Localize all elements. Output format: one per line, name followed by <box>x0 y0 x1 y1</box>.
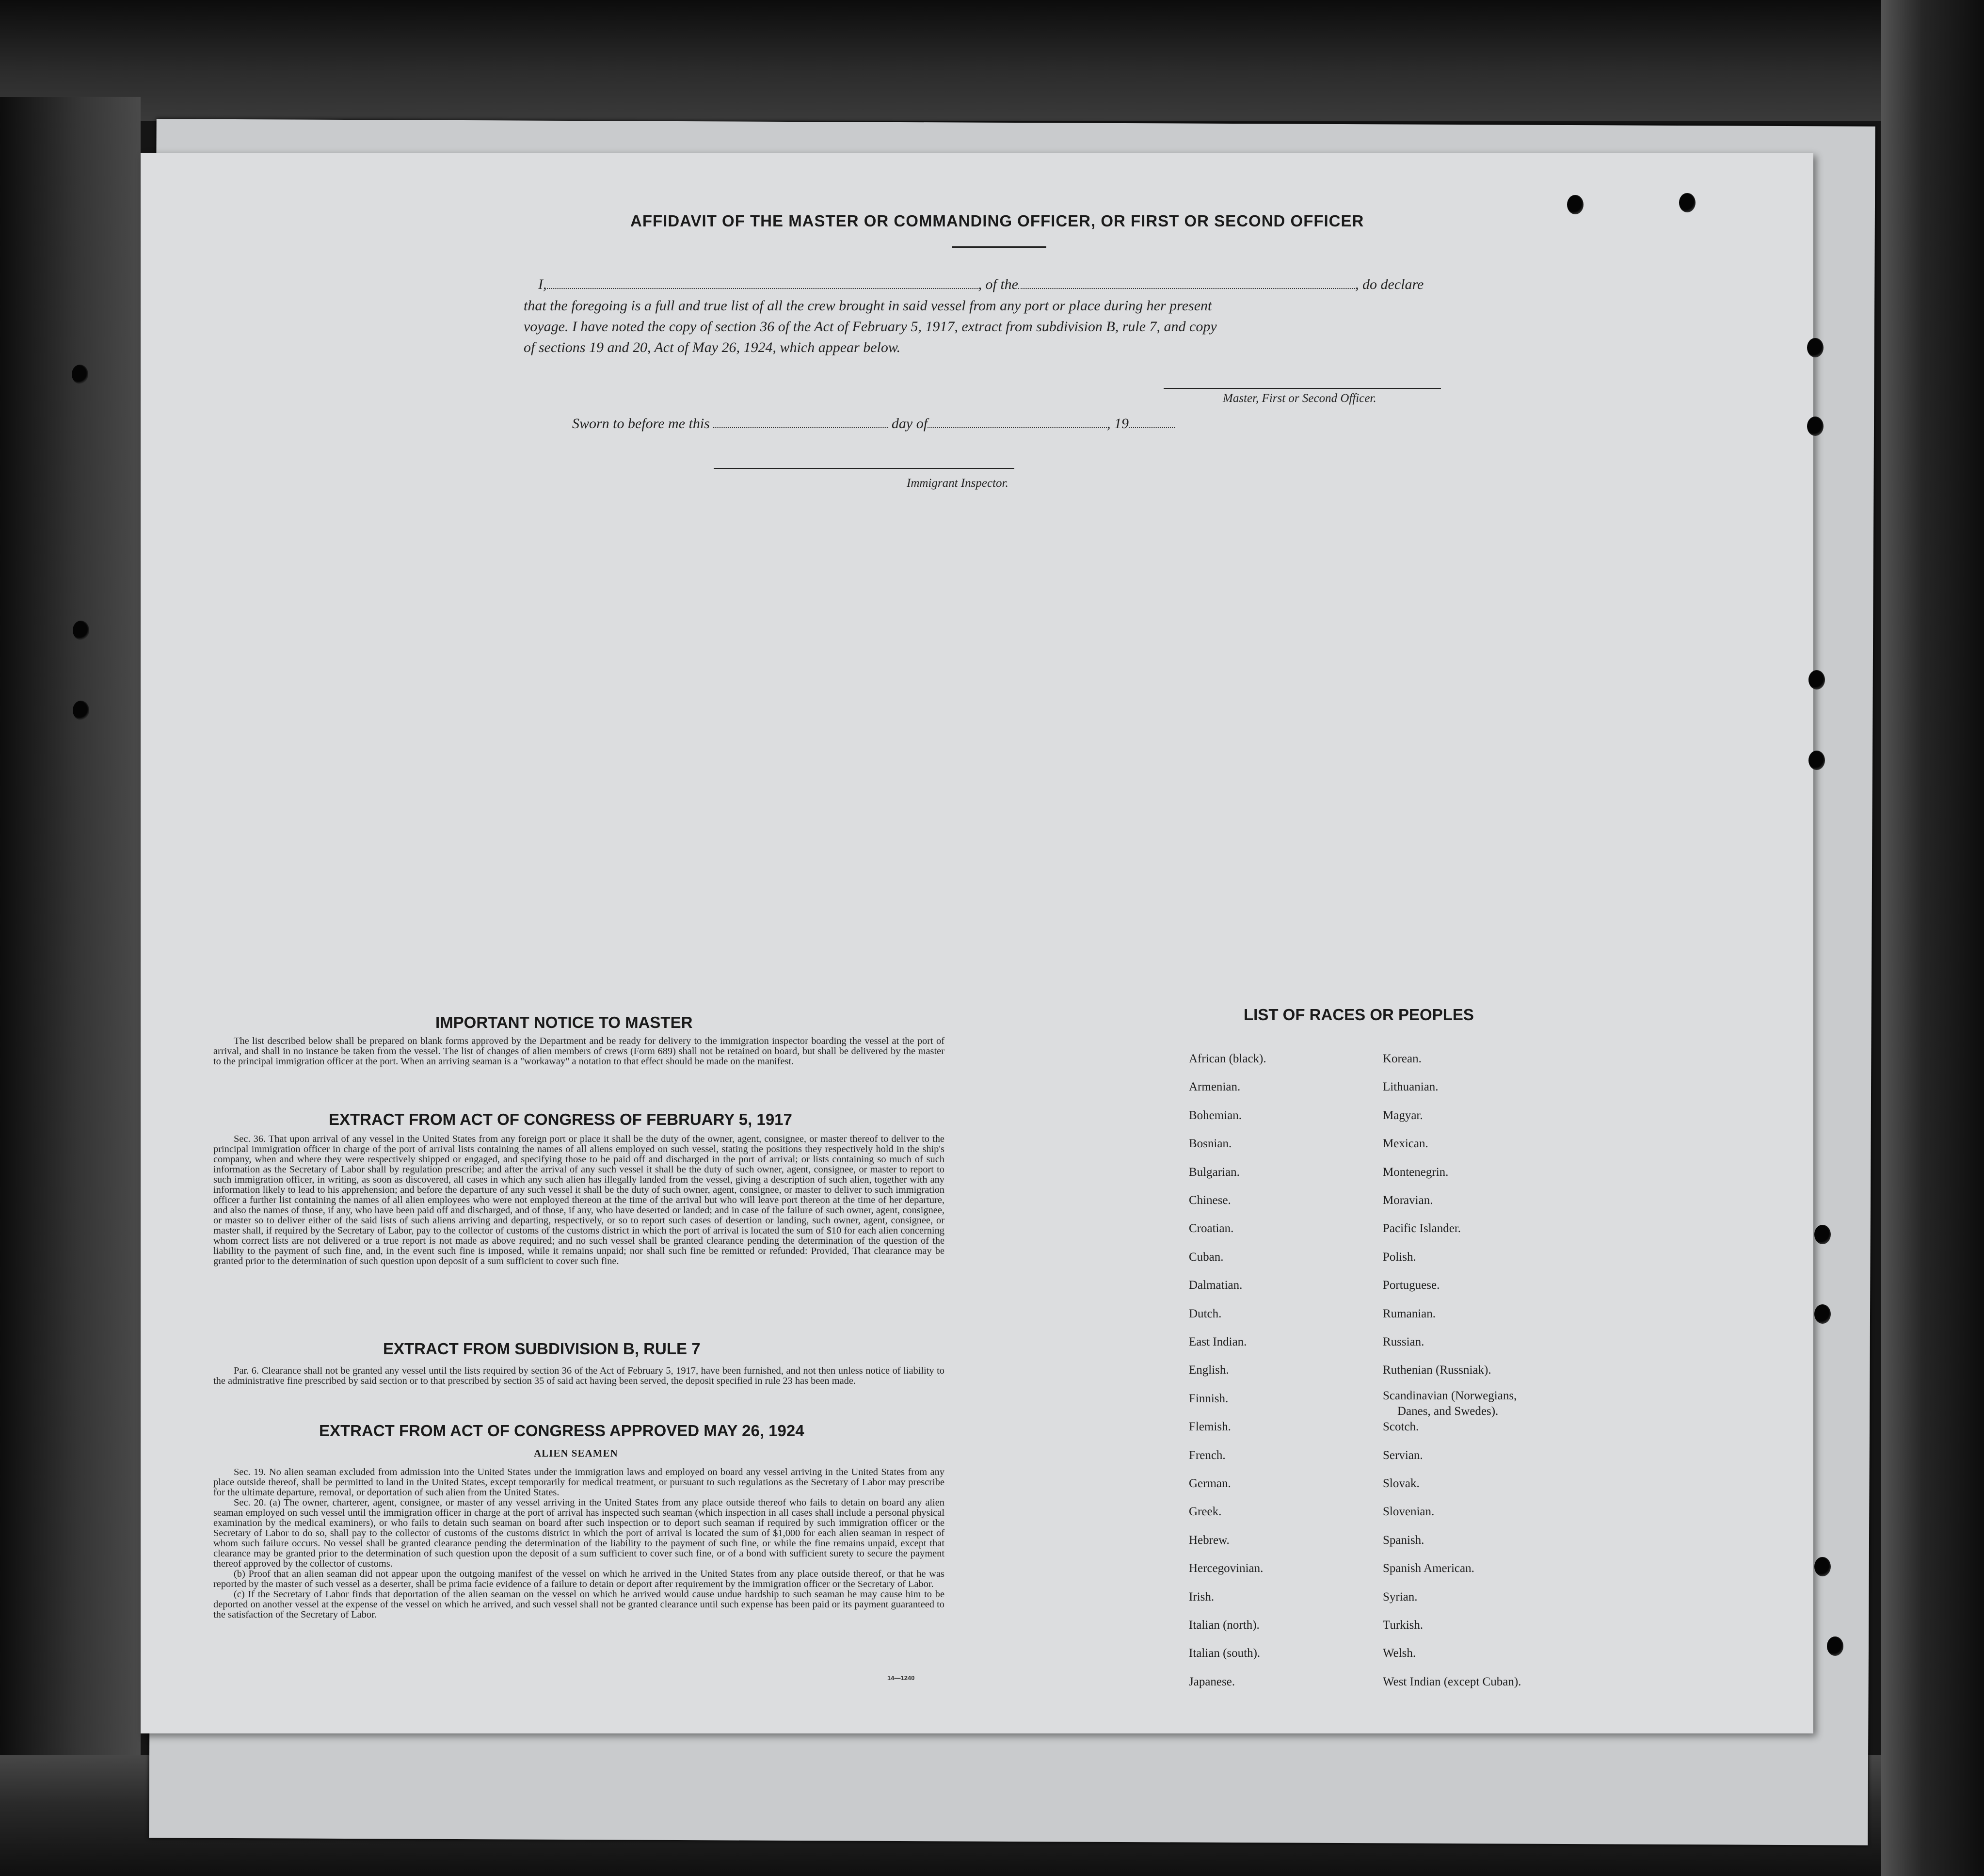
sworn-year: , 19 <box>1107 416 1129 432</box>
inspector-caption: Immigrant Inspector. <box>907 477 1008 490</box>
affidavit-line-3: voyage. I have noted the copy of section 36 of the Act of February 5, 1917, extract from subdivision B, rule 7, and copy <box>524 319 1217 335</box>
race-item: Bosnian. <box>1189 1137 1232 1151</box>
race-item: Slovak. <box>1383 1477 1420 1490</box>
race-item: Cuban. <box>1189 1250 1224 1264</box>
race-item: West Indian (except Cuban). <box>1383 1675 1521 1688</box>
affidavit-line-2: that the foregoing is a full and true list of all the crew brought in said vessel from any port or place during her present <box>524 298 1212 314</box>
extract-rule7-text <box>213 1366 944 1386</box>
affidavit-line-4: of sections 19 and 20, Act of May 26, 1924, which appear below. <box>524 339 901 355</box>
name-blank[interactable] <box>547 277 978 289</box>
sworn-day-blank[interactable] <box>713 417 888 428</box>
extract-1924-text <box>213 1467 944 1620</box>
extract-rule7-title: EXTRACT FROM SUBDIVISION B, RULE 7 <box>383 1340 701 1358</box>
par6-paragraph: Par. 6. Clearance shall not be granted any vessel until the lists required by section 36 of the Act of February 5, 1917, have been furnished, and not then unless notice of liability to the administrative fine prescribed by said section or to that prescribed by section 35 of said act having been served, the deposit specified in rule 23 has been made. <box>213 1365 944 1386</box>
race-item: Croatian. <box>1189 1222 1234 1235</box>
sworn-day-of: day of <box>891 416 928 432</box>
scan-frame-top <box>0 0 1984 121</box>
alien-seamen-subtitle: ALIEN SEAMEN <box>534 1447 618 1459</box>
scan-frame-right <box>1881 0 1984 1876</box>
race-item: Lithuanian. <box>1383 1080 1439 1094</box>
race-item: Spanish American. <box>1383 1562 1474 1575</box>
punch-hole <box>73 701 89 720</box>
race-item: Scandinavian (Norwegians, <box>1383 1389 1517 1402</box>
race-item: Finnish. <box>1189 1392 1229 1405</box>
race-item: Ruthenian (Russniak). <box>1383 1363 1491 1377</box>
sec36-paragraph: Sec. 36. That upon arrival of any vessel in the United States from any foreign port or place it shall be the duty of the owner, agent, consignee, or master thereof to deliver to the principal immigration officer in charge of the port of arrival lists containing the names of all aliens employed on such vessel, stating the positions they respectively hold in the ship's company, when and where they were respectively shipped or engaged, and specifying those to be paid off and discharged in the port of arrival; or lists containing so much of such information as the Secretary of Labor shall by regulation prescribe; and after the arrival of any such vessel it shall be the duty of such owner, agent, consignee, or master to report to such immigration officer, in writing, as soon as discovered, all cases in which any such alien has illegally landed from the vessel, giving a description of such alien, together with any information likely to lead to his apprehension; and before the departure of any such vessel it shall be the duty of such owner, agent, consignee, or master to deliver to such immigration officer a further list containing the names of all alien employees who were not employed thereon at the time of the arrival but who will leave port thereon at the time of her departure, and also the names of those, if any, who have been paid off and discharged, and of those, if any, who have deserted or landed; and in case of the failure of such owner, agent, consignee, or master so to deliver either of the said lists of such aliens arriving and departing, respectively, or so to report such cases of desertion or landing, such owner, agent, consignee, or master shall, if required by the Secretary of Labor, pay to the collector of customs of the customs district in which the port of arrival is located the sum of $10 for each alien concerning whom correct lists are not delivered or a true report is not made as above required; and no such vessel shall be granted clearance pending the determination of the question of the liability to the payment of such fine, and, in the event such fine is imposed, while it remains unpaid; nor shall such fine be remitted or refunded: Provided, That clearance may be granted prior to the determination of such question upon deposit of a sum sufficient to cover such fine. <box>213 1134 944 1267</box>
inspector-signature-line[interactable] <box>714 468 1014 469</box>
race-item: Portuguese. <box>1383 1279 1440 1292</box>
race-item: Chinese. <box>1189 1194 1231 1207</box>
vessel-blank[interactable] <box>1018 277 1355 289</box>
race-item: Bohemian. <box>1189 1108 1242 1122</box>
punch-hole <box>1814 1304 1831 1324</box>
punch-hole <box>1679 193 1696 212</box>
master-signature-line[interactable] <box>1164 388 1441 389</box>
race-item: Hercegovinian. <box>1189 1562 1264 1575</box>
race-item: Korean. <box>1383 1052 1422 1065</box>
punch-hole <box>73 621 89 640</box>
race-item: Italian (north). <box>1189 1619 1260 1632</box>
form-number: 14—1240 <box>887 1674 915 1682</box>
title-underline <box>952 246 1046 248</box>
punch-hole <box>1567 195 1584 214</box>
race-item: Turkish. <box>1383 1619 1424 1632</box>
race-item: Japanese. <box>1189 1675 1235 1688</box>
race-item: German. <box>1189 1477 1231 1490</box>
race-item: Dalmatian. <box>1189 1279 1243 1292</box>
notice-text <box>213 1036 944 1067</box>
affidavit-line-1 <box>538 276 1424 293</box>
race-item: Mexican. <box>1383 1137 1428 1151</box>
race-item: Slovenian. <box>1383 1505 1435 1519</box>
punch-hole <box>1827 1636 1843 1656</box>
notice-title: IMPORTANT NOTICE TO MASTER <box>435 1013 693 1031</box>
race-item: Russian. <box>1383 1335 1424 1348</box>
race-item: English. <box>1189 1363 1229 1377</box>
race-item: Moravian. <box>1383 1194 1433 1207</box>
extract-1924-title: EXTRACT FROM ACT OF CONGRESS APPROVED MAY 26, 1924 <box>319 1422 804 1440</box>
race-item: Servian. <box>1383 1448 1423 1462</box>
race-item: Rumanian. <box>1383 1307 1436 1320</box>
race-item: Greek. <box>1189 1505 1222 1519</box>
punch-hole <box>1808 670 1825 689</box>
race-item: Italian (south). <box>1189 1647 1261 1660</box>
sec20c-paragraph: (c) If the Secretary of Labor finds that deportation of the alien seaman on the vessel on which he arrived would cause undue hardship to such seaman he may cause him to be deported on another vessel at the expense of the vessel on which he arrived, and such vessel shall not be granted clearance until such expense has been paid or its payment guaranteed to the satisfaction of the Secretary of Labor. <box>213 1589 944 1620</box>
race-item: Scotch. <box>1383 1420 1419 1434</box>
race-item: Flemish. <box>1189 1420 1231 1434</box>
sec19-paragraph: Sec. 19. No alien seaman excluded from admission into the United States under the immigration laws and employed on board any vessel arriving in the United States from any place outside thereof, shall be permitted to land in the United States, except temporarily for medical treatment, or pursuant to such regulations as the Secretary of Labor may prescribe for the ultimate departure, removal, or deportation of such alien from the United States. <box>213 1467 944 1498</box>
punch-hole <box>1814 1225 1831 1244</box>
race-item: Spanish. <box>1383 1533 1424 1547</box>
race-item: African (black). <box>1189 1052 1266 1065</box>
race-item: Pacific Islander. <box>1383 1222 1461 1235</box>
affidavit-i: I, <box>538 276 547 292</box>
punch-hole <box>1808 751 1825 770</box>
race-item: Welsh. <box>1383 1647 1416 1660</box>
race-item: Magyar. <box>1383 1108 1423 1122</box>
sworn-line <box>572 416 1175 432</box>
sec20a-paragraph: Sec. 20. (a) The owner, charterer, agent, consignee, or master of any vessel arriving in the United States from any place outside thereof who fails to detain on board any alien seaman employed on such vessel until the immigration officer in charge at the port of arrival has inspected such seaman (which inspection in all cases shall include a personal physical examination by the medical examiners), or who fails to detain such seaman on board after such inspection or to deport such seaman if required by such immigration officer or the Secretary of Labor to do so, shall pay to the collector of customs of the customs district in which the port of arrival is located the sum of $1,000 for each alien seaman in respect of whom such failure occurs. No vessel shall be granted clearance pending the determination of the liability to the payment of such fine, or while the fine remains unpaid, except that clearance may be granted prior to the determination of such question upon the deposit of a sum sufficient to cover such fine, or of a bond with sufficient surety to secure the payment thereof approved by the collector of customs. <box>213 1497 944 1569</box>
scan-frame-left <box>0 97 141 1876</box>
race-item: Irish. <box>1189 1590 1215 1603</box>
punch-hole <box>1807 417 1824 436</box>
punch-hole <box>1807 338 1824 357</box>
race-item: Bulgarian. <box>1189 1165 1240 1179</box>
race-item: Polish. <box>1383 1250 1416 1264</box>
notice-paragraph: The list described below shall be prepared on blank forms approved by the Department and be ready for delivery to the immigration inspector boarding the vessel at the port of arrival, and shall in no instance be taken from the vessel. The list of changes of alien members of crews (Form 689) shall not be retained on board, but shall be delivered by the master to the principal immigration officer at the port. When an arriving seaman is a "workaway" a notation to that effect should be made on the manifest. <box>213 1036 944 1067</box>
extract-1917-text <box>213 1134 944 1267</box>
punch-hole <box>1814 1557 1831 1576</box>
race-item: Dutch. <box>1189 1307 1222 1320</box>
races-title: LIST OF RACES OR PEOPLES <box>1244 1006 1474 1024</box>
punch-hole <box>72 365 88 384</box>
affidavit-of-the: , of the <box>978 276 1018 292</box>
affidavit-do-declare: , do declare <box>1355 276 1424 292</box>
master-caption: Master, First or Second Officer. <box>1223 392 1376 405</box>
sec20b-paragraph: (b) Proof that an alien seaman did not appear upon the outgoing manifest of the vessel on which he arrived in the United States from any place outside thereof, or that he was reported by the master of such vessel as a deserter, shall be prima facie evidence of a failure to detain or deport after requirement by the immigration officer or the Secretary of Labor. <box>213 1569 944 1589</box>
sworn-month-blank[interactable] <box>928 417 1107 428</box>
extract-1917-title: EXTRACT FROM ACT OF CONGRESS OF FEBRUARY 5, 1917 <box>329 1110 792 1128</box>
race-item: East Indian. <box>1189 1335 1247 1348</box>
sworn-prefix: Sworn to before me this <box>572 416 710 432</box>
race-item: Montenegrin. <box>1383 1165 1449 1179</box>
race-item: Armenian. <box>1189 1080 1241 1094</box>
race-item: Danes, and Swedes). <box>1397 1404 1499 1418</box>
sworn-year-blank[interactable] <box>1129 417 1175 428</box>
race-item: Hebrew. <box>1189 1533 1230 1547</box>
race-item: French. <box>1189 1448 1226 1462</box>
affidavit-title: AFFIDAVIT OF THE MASTER OR COMMANDING OFFICER, OR FIRST OR SECOND OFFICER <box>630 212 1364 230</box>
race-item: Syrian. <box>1383 1590 1418 1603</box>
